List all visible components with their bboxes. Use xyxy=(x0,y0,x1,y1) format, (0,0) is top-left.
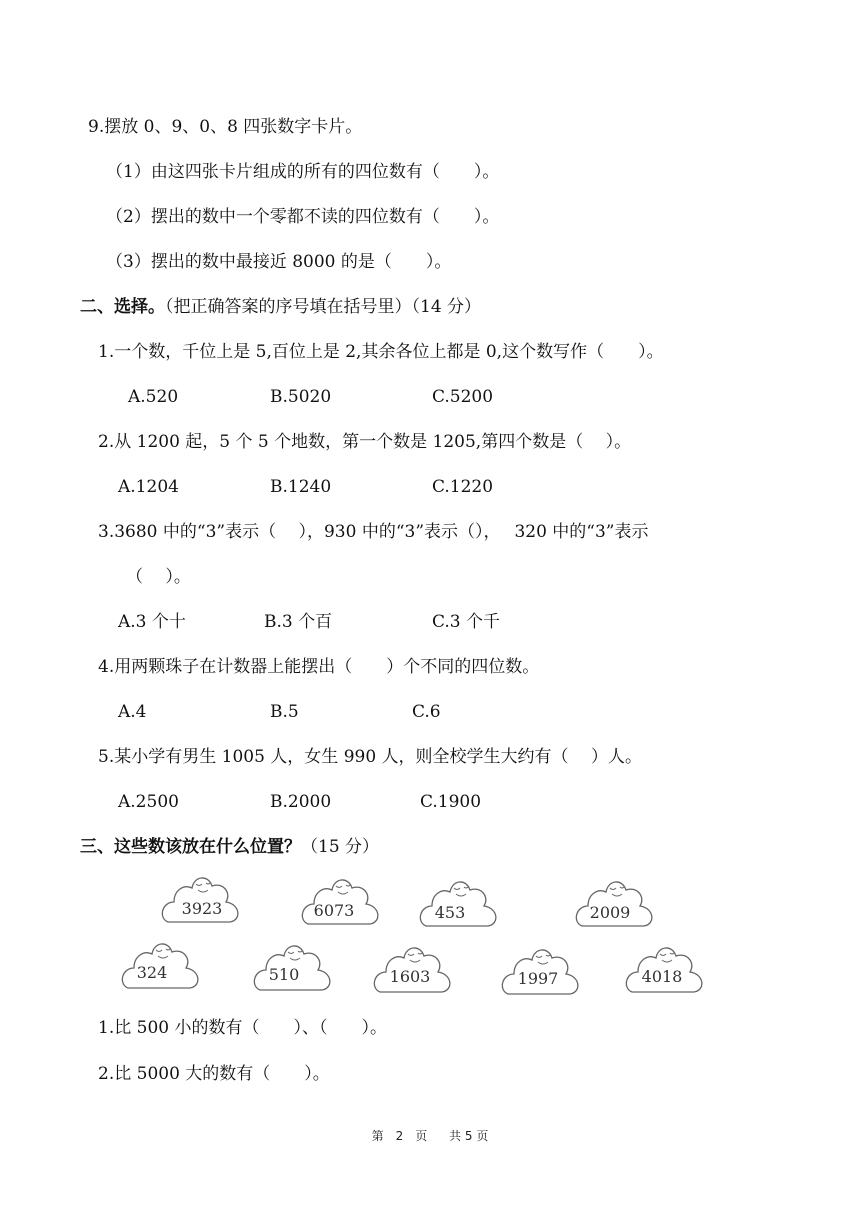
cloud-number: 453 xyxy=(434,903,466,922)
number-cloud xyxy=(120,938,200,994)
s2-q4-stem: 4.用两颗珠子在计数器上能摆出（ ）个不同的四位数。 xyxy=(98,657,540,677)
footer-page-unit: 页 xyxy=(415,1129,428,1143)
number-cloud xyxy=(418,876,498,932)
number-cloud xyxy=(160,872,240,928)
cloud-number: 510 xyxy=(268,965,300,984)
s2-q4-option-b: B.5 xyxy=(270,702,299,722)
cloud-number: 2009 xyxy=(589,903,631,922)
number-cloud xyxy=(300,874,380,930)
s3-q2: 2.比 5000 大的数有（ ）。 xyxy=(98,1064,330,1084)
s2-q5-stem: 5.某小学有男生 1005 人，女生 990 人，则全校学生大约有（ ）人。 xyxy=(98,747,642,767)
footer-total-pages: 共 5 页 xyxy=(449,1129,489,1143)
section-2-title: 二、选择。 xyxy=(80,297,165,317)
q9-stem: 9.摆放 0、9、0、8 四张数字卡片。 xyxy=(88,117,363,137)
cloud-number: 6073 xyxy=(313,901,355,920)
number-cloud xyxy=(252,940,332,996)
s2-q2-option-c: C.1220 xyxy=(432,477,494,497)
s2-q5-option-a: A.2500 xyxy=(118,792,179,812)
s2-q3-option-c: C.3 个千 xyxy=(432,612,501,632)
section-2-heading xyxy=(80,296,481,318)
s2-q2-option-b: B.1240 xyxy=(270,477,332,497)
cloud-number: 1603 xyxy=(389,967,431,986)
number-cloud xyxy=(500,944,580,1000)
cloud-number: 4018 xyxy=(641,967,683,986)
q9-part-2: （2）摆出的数中一个零都不读的四位数有（ ）。 xyxy=(106,207,500,227)
s2-q3-stem-continued: （ ）。 xyxy=(126,567,191,587)
s2-q3-option-a: A.3 个十 xyxy=(118,612,186,632)
number-cloud xyxy=(624,942,704,998)
s2-q2-stem: 2.从 1200 起，5 个 5 个地数，第一个数是 1205,第四个数是（ ）。 xyxy=(98,432,632,452)
s2-q1-option-b: B.5020 xyxy=(270,387,332,407)
q9-part-3: （3）摆出的数中最接近 8000 的是（ ）。 xyxy=(106,252,452,272)
s2-q4-option-c: C.6 xyxy=(412,702,441,722)
s2-q1-stem: 1.一个数，千位上是 5,百位上是 2,其余各位上都是 0,这个数写作（ ）。 xyxy=(98,342,664,362)
s2-q5-option-b: B.2000 xyxy=(270,792,332,812)
footer-page-label: 第 xyxy=(371,1129,384,1143)
s2-q5-option-c: C.1900 xyxy=(420,792,482,812)
page-footer xyxy=(0,1127,860,1144)
s2-q2-option-a: A.1204 xyxy=(118,477,179,497)
cloud-number: 3923 xyxy=(181,899,223,918)
s2-q1-option-a: A.520 xyxy=(128,387,179,407)
section-3-note: （15 分） xyxy=(301,837,380,857)
section-3-title: 三、这些数该放在什么位置？ xyxy=(80,837,301,857)
cloud-number: 324 xyxy=(136,963,168,982)
cloud-number: 1997 xyxy=(517,969,559,988)
section-3-heading xyxy=(80,836,379,858)
s2-q3-stem: 3.3680 中的“3”表示（ ），930 中的“3”表示（）， 320 中的“3”表示 xyxy=(98,522,649,542)
footer-page-number: 2 xyxy=(395,1129,404,1143)
s2-q1-option-c: C.5200 xyxy=(432,387,494,407)
s2-q3-option-b: B.3 个百 xyxy=(264,612,333,632)
number-cloud xyxy=(574,876,654,932)
section-2-note: （把正确答案的序号填在括号里）（14 分） xyxy=(165,297,482,317)
s3-q1: 1.比 500 小的数有（ ）、（ ）。 xyxy=(98,1018,387,1038)
number-cloud xyxy=(372,942,452,998)
q9-part-1: （1）由这四张卡片组成的所有的四位数有（ ）。 xyxy=(106,162,500,182)
s2-q4-option-a: A.4 xyxy=(118,702,147,722)
